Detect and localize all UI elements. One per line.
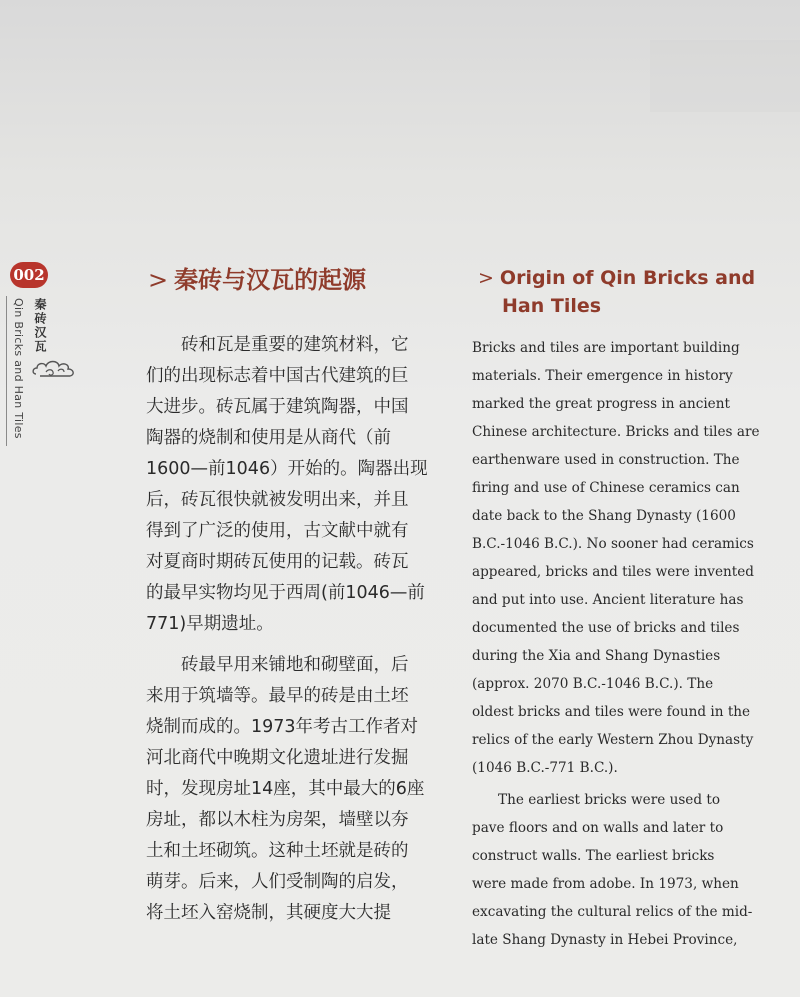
- en-line: The earliest bricks were used to: [498, 792, 721, 808]
- cloud-ornament-icon: [30, 356, 78, 382]
- cn-line: 对夏商时期砖瓦使用的记载。砖瓦: [146, 552, 409, 572]
- page-number-badge: 002: [10, 262, 48, 288]
- en-line: late Shang Dynasty in Hebei Province,: [472, 932, 738, 948]
- en-line: (1046 B.C.-771 B.C.).: [472, 760, 618, 776]
- sidebar-rule: [6, 296, 7, 446]
- sidebar-book-title-en: Qin Bricks and Han Tiles: [12, 298, 25, 439]
- en-line: Bricks and tiles are important building: [472, 340, 740, 356]
- section-heading-en-line1: Origin of Qin Bricks and: [499, 267, 756, 289]
- en-line: pave floors and on walls and later to: [472, 820, 724, 836]
- cn-line: 771)早期遗址。: [146, 614, 274, 634]
- en-line: were made from adobe. In 1973, when: [472, 876, 739, 892]
- en-line: Chinese architecture. Bricks and tiles are: [472, 424, 760, 440]
- en-line: marked the great progress in ancient: [472, 396, 730, 412]
- cn-line: 将土坯入窑烧制，其硬度大大提: [146, 903, 391, 923]
- cn-line: 河北商代中晚期文化遗址进行发掘: [146, 748, 409, 768]
- en-line: documented the use of bricks and tiles: [472, 620, 740, 636]
- en-line: firing and use of Chinese ceramics can: [472, 480, 740, 496]
- en-line: excavating the cultural relics of the mid-: [472, 904, 753, 920]
- section-heading-cn-text: 秦砖与汉瓦的起源: [174, 266, 367, 294]
- en-line: relics of the early Western Zhou Dynasty: [472, 732, 754, 748]
- en-line: and put into use. Ancient literature has: [472, 592, 744, 608]
- cn-line: 房址，都以木柱为房架，墙壁以夯: [146, 810, 409, 830]
- cn-line: 们的出现标志着中国古代建筑的巨: [146, 366, 409, 386]
- en-line: date back to the Shang Dynasty (1600: [472, 508, 736, 524]
- en-line: earthenware used in construction. The: [472, 452, 740, 468]
- en-line: during the Xia and Shang Dynasties: [472, 648, 721, 664]
- cn-line: 土和土坯砌筑。这种土坯就是砖的: [146, 841, 409, 861]
- cn-line: 陶器的烧制和使用是从商代（前: [146, 428, 391, 448]
- cn-line: 的最早实物均见于西周(前1046—前: [146, 583, 425, 603]
- en-line: B.C.-1046 B.C.). No sooner had ceramics: [472, 536, 754, 552]
- cn-line: 后，砖瓦很快就被发明出来，并且: [146, 490, 409, 510]
- show-through-text: [440, 40, 800, 120]
- section-heading-en-line2: Han Tiles: [502, 295, 602, 317]
- en-line: materials. Their emergence in history: [472, 368, 733, 384]
- cn-line: 1600—前1046）开始的。陶器出现: [146, 459, 428, 479]
- section-heading-cn: [148, 260, 366, 295]
- en-line: (approx. 2070 B.C.-1046 B.C.). The: [472, 676, 714, 692]
- cn-line: 大进步。砖瓦属于建筑陶器，中国: [146, 397, 409, 417]
- english-body-text: [472, 334, 760, 954]
- cn-line: 烧制而成的。1973年考古工作者对: [146, 717, 419, 737]
- chinese-body-text: [146, 330, 446, 929]
- show-through-block: [650, 40, 800, 112]
- cn-line: 得到了广泛的使用，古文献中就有: [146, 521, 409, 541]
- cn-line: 来用于筑墙等。最早的砖是由土坯: [146, 686, 409, 706]
- chevron-right-icon: >: [148, 266, 169, 294]
- cn-line: 砖和瓦是重要的建筑材料，它: [181, 335, 409, 355]
- section-heading-en: [478, 264, 778, 320]
- sidebar-book-title-cn: 秦砖汉瓦: [33, 298, 47, 354]
- cn-line: 砖最早用来铺地和砌壁面，后: [181, 655, 409, 675]
- chevron-right-icon: >: [478, 267, 494, 289]
- cn-line: 萌芽。后来，人们受制陶的启发，: [146, 872, 409, 892]
- en-line: construct walls. The earliest bricks: [472, 848, 715, 864]
- cn-line: 时，发现房址14座，其中最大的6座: [146, 779, 425, 799]
- en-line: oldest bricks and tiles were found in the: [472, 704, 751, 720]
- en-line: appeared, bricks and tiles were invented: [472, 564, 754, 580]
